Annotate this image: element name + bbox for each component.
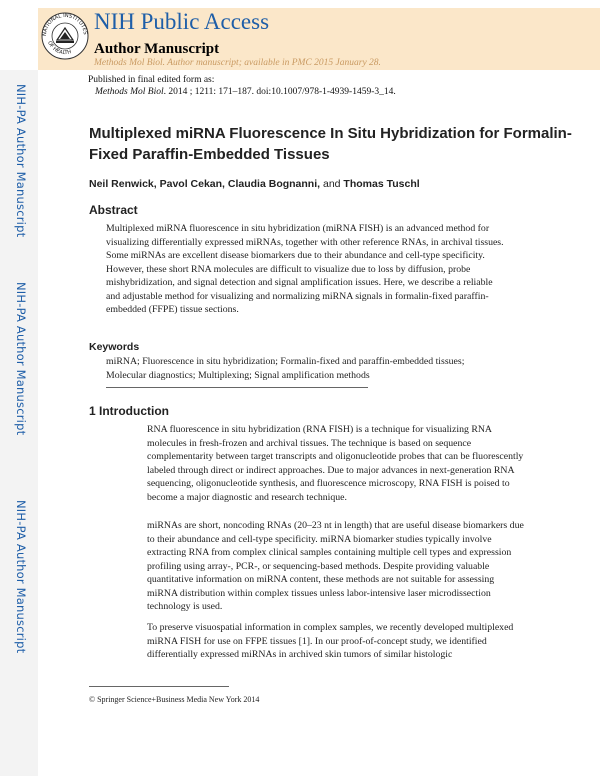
- citation: [95, 87, 396, 97]
- side-label-1: NIH-PA Author Manuscript: [14, 84, 28, 238]
- authors-main: Neil Renwick, Pavol Cekan, Claudia Bognanni,: [89, 178, 321, 190]
- journal-name: Methods Mol Biol: [95, 87, 164, 97]
- abstract-heading: Abstract: [89, 203, 138, 217]
- nih-public-access-title: NIH Public Access: [94, 9, 270, 34]
- authors-last: Thomas Tuschl: [343, 178, 420, 190]
- nih-seal-logo: [40, 6, 90, 66]
- copyright-notice: © Springer Science+Business Media New York 2014: [89, 695, 260, 704]
- availability-note: Methods Mol Biol. Author manuscript; available in PMC 2015 January 28.: [94, 58, 381, 68]
- citation-details: . 2014 ; 1211: 171–187. doi:10.1007/978-1-4939-1459-3_14.: [163, 87, 396, 97]
- intro-paragraph-3: To preserve visuospatial information in complex samples, we recently developed multiplexed miRNA FISH for use on FFPE tissues [1]. In our proof-of-concept study, we identified differentially expressed miRNAs in archived skin tumors of similar histologic: [147, 622, 514, 660]
- seal-text-top: NATIONAL INSTITUTES: [41, 12, 88, 37]
- abstract-text: Multiplexed miRNA fluorescence in situ hybridization (miRNA FISH) is an advanced method for visualizing differentially expressed miRNAs, together with other reference RNAs, in archival tissues. Some miRNAs are excellent disease biomarkers due to their abundance and cell-type specificity. However, these short RNA molecules are difficult to visualize due to loss by diffusion, probe mishybridization, and signal detection and signal amplification issues. Here, we describe a reliable and adjustable method for visualizing and normalizing miRNA signals in formalin-fixed paraffin-embedded (FFPE) tissue sections.: [106, 223, 504, 315]
- keywords-divider: [106, 387, 368, 388]
- seal-text-bottom: OF HEALTH: [46, 40, 72, 57]
- keywords-text: miRNA; Fluorescence in situ hybridization; Formalin-fixed and paraffin-embedded tissues; Molecular diagnostics; Multiplexing; Signal amplification methods: [106, 356, 465, 381]
- article-title: Multiplexed miRNA Fluorescence In Situ Hybridization for Formalin-Fixed Paraffin-Embedded Tissues: [89, 125, 572, 163]
- published-in-label: Published in final edited form as:: [88, 75, 215, 85]
- intro-paragraph-1: RNA fluorescence in situ hybridization (RNA FISH) is a technique for visualizing RNA molecules in fresh-frozen and archival tissues. The technique is based on sequence complementarity between target transcripts and oligonucleotide probes that can be fluorescently labeled through direct or indirect approaches. Due to major advances in next-generation RNA sequencing, oligonucleotide synthesis, and fluorescence microscopy, RNA FISH is poised to become a major diagnostic and research technique.: [147, 424, 524, 503]
- keywords-heading: Keywords: [89, 341, 140, 353]
- footnote-divider: [89, 686, 229, 687]
- introduction-heading: 1 Introduction: [89, 404, 169, 418]
- side-label-3: NIH-PA Author Manuscript: [14, 500, 28, 654]
- intro-paragraph-2: miRNAs are short, noncoding RNAs (20–23 nt in length) that are useful disease biomarkers due to their abundance and cell-type specificity. miRNA biomarker studies typically involve extracting RNA from complex clinical samples containing multiple cell types and expression profiling using array-, PCR-, or sequencing-based methods. Despite providing valuable quantitative information on miRNA content, these methods are not suitable for assessing miRNA distribution within complex tissues unless labor-intensive laser microdissection technology is used.: [147, 520, 524, 612]
- side-label-2: NIH-PA Author Manuscript: [14, 282, 28, 436]
- authors-and: and: [320, 178, 344, 190]
- author-manuscript-label: Author Manuscript: [94, 41, 220, 57]
- author-list: [89, 178, 420, 190]
